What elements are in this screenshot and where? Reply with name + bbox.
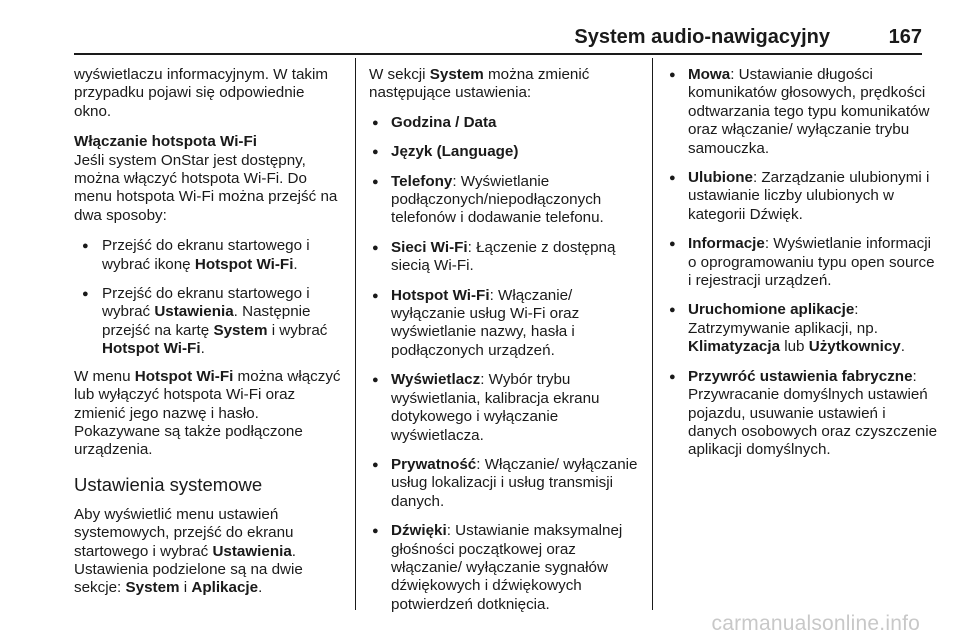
column-2	[369, 66, 644, 625]
column-3	[666, 66, 938, 471]
column-divider-left	[355, 58, 356, 610]
column-1	[74, 66, 344, 610]
hotspot-paragraph: Jeśli system OnStar jest dostępny, można włączyć hotspota Wi-Fi. Do menu hotspota Wi-Fi można przejść na dwa sposoby:	[74, 151, 338, 224]
list-item: ● Ulubione: Zarządzanie ulubionymi i ustawianie liczby ulubionych w kategorii Dźwięk.	[666, 169, 938, 224]
header-rule	[74, 53, 922, 55]
watermark: carmanualsonline.info	[711, 612, 920, 635]
list-item: ● Przejść do ekranu startowego i wybrać Ustawienia. Następnie przejść na kartę System i wybrać Hotspot Wi-Fi.	[74, 285, 344, 359]
intro-paragraph: wyświetlaczu informacyjnym. W takim przypadku pojawi się odpowiednie okno.	[74, 66, 329, 120]
list-item: ● Telefony: Wyświetlanie podłączonych/niepodłączonych telefonów i dodawanie telefonu.	[369, 173, 644, 228]
list-item: ● Sieci Wi-Fi: Łączenie z dostępną siecią Wi-Fi.	[369, 239, 644, 276]
running-title: System audio-nawigacyjny	[574, 26, 830, 48]
list-item: ● Prywatność: Włączanie/ wyłączanie usług lokalizacji i usług transmisji danych.	[369, 456, 644, 511]
list-item: ● Przejść do ekranu startowego i wybrać ikonę Hotspot Wi-Fi.	[74, 237, 344, 274]
list-item: ● Przywróć ustawienia fabryczne: Przywracanie domyślnych ustawień pojazdu, usuwanie ustawień i danych osobowych oraz czyszczenie aplikacji domyślnych.	[666, 368, 938, 460]
list-item: ● Uruchomione aplikacje: Zatrzymywanie aplikacji, np. Klimatyzacja lub Użytkownicy.	[666, 301, 938, 356]
system-settings-list-cont	[666, 66, 938, 460]
system-settings-list	[369, 114, 644, 614]
list-item: ● Godzina / Data	[369, 114, 644, 132]
list-item: ● Język (Language)	[369, 143, 644, 161]
hotspot-steps	[74, 237, 344, 358]
section-paragraph: Aby wyświetlić menu ustawień systemowych, przejść do ekranu startowego i wybrać Ustawienia. Ustawienia podzielone są na dwie sekcje: System i Aplikacje.	[74, 505, 303, 597]
system-intro: W sekcji System można zmienić następujące ustawienia:	[369, 66, 590, 102]
page-header	[74, 22, 922, 52]
list-item: ● Wyświetlacz: Wybór trybu wyświetlania, kalibracja ekranu dotykowego i wyłączanie wyświetlacza.	[369, 371, 644, 445]
section-heading: Ustawienia systemowe	[74, 473, 263, 495]
list-item: ● Mowa: Ustawianie długości komunikatów głosowych, prędkości odtwarzania tego typu komunikatów oraz włączanie/ wyłączanie trybu samouczka.	[666, 66, 938, 158]
hotspot-heading: Włączanie hotspota Wi-Fi	[74, 133, 257, 151]
list-item: ● Informacje: Wyświetlanie informacji o oprogramowaniu typu open source i rejestracji urządzeń.	[666, 235, 938, 290]
list-item: ● Dźwięki: Ustawianie maksymalnej głośności początkowej oraz włączanie/ wyłączanie sygnałów dźwiękowych i dźwiękowych potwierdzeń dotknięcia.	[369, 522, 644, 614]
list-item: ● Hotspot Wi-Fi: Włączanie/ wyłączanie usług Wi-Fi oraz wyświetlanie nazwy, hasła i podłączonych urządzeń.	[369, 287, 644, 361]
hotspot-menu-paragraph: W menu Hotspot Wi-Fi można włączyć lub wyłączyć hotspota Wi-Fi oraz zmienić jego nazwę i hasło. Pokazywane są także podłączone urządzenia.	[74, 367, 341, 459]
column-divider-right	[652, 58, 653, 610]
page-number: 167	[888, 26, 922, 48]
